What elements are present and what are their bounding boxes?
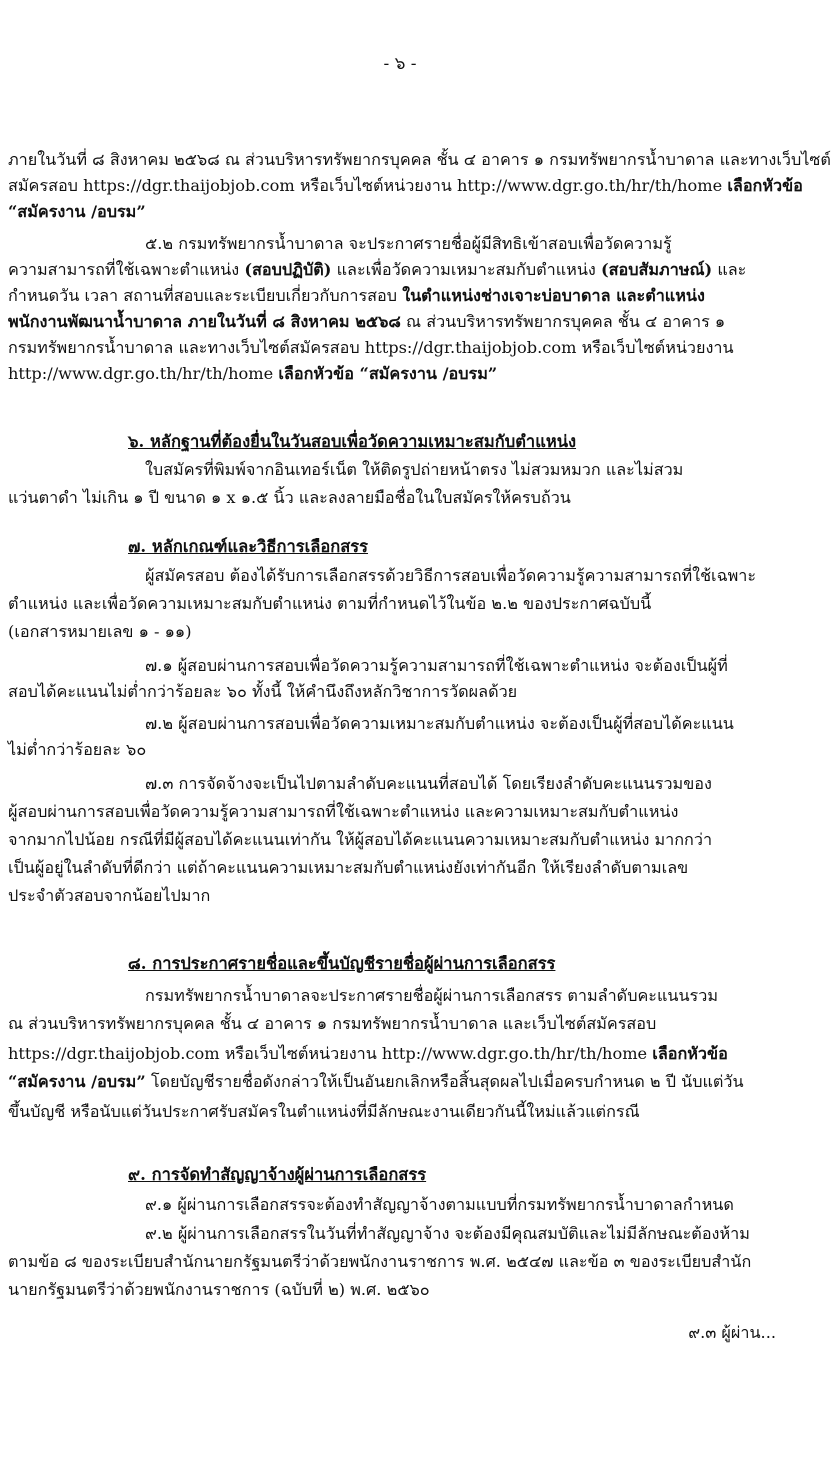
paragraph-line [8,486,794,510]
paragraph-line [8,310,794,334]
paragraph-line [8,828,794,852]
paragraph-line [8,856,794,880]
text-run: และเพื่อวัดความเหมาะสมกับตำแหน่ง [331,260,601,279]
paragraph-line [8,738,794,762]
paragraph-line [8,148,831,172]
paragraph-line [145,1193,794,1217]
heading-text: ๗. หลักเกณฑ์และวิธีการเลือกสรร [128,537,369,556]
text-run: ผู้สอบผ่านการสอบเพื่อวัดความรู้ความสามารถที่ใช้เฉพาะตำแหน่ง และความเหมาะสมกับตำแหน่ง [8,802,679,821]
paragraph-line [8,284,794,308]
text-run: เป็นผู้อยู่ในลำดับที่ดีกว่า แต่ถ้าคะแนนความเหมาะสมกับตำแหน่งยังเท่ากันอีก ให้เรียงลำดับตามเลข [8,858,689,877]
text-run: ๗.๑ ผู้สอบผ่านการสอบเพื่อวัดความรู้ความสามารถที่ใช้เฉพาะตำแหน่ง จะต้องเป็นผู้ที่ [145,656,728,675]
paragraph-line [8,680,794,704]
paragraph-line [8,1012,794,1036]
paragraph-line [8,174,803,198]
text-run: ๕.๒ กรมทรัพยากรน้ำบาดาล จะประกาศรายชื่อผู้มีสิทธิเข้าสอบเพื่อวัดความรู้ [145,234,672,253]
bold-text-run: “สมัครงาน /อบรม” [8,1072,146,1091]
paragraph-line [145,232,794,256]
bold-text-run: (สอบสัมภาษณ์) [600,260,713,279]
text-run: สมัครสอบ https://dgr.thaijobjob.com หรือเว็บไซต์หน่วยงาน http://www.dgr.go.th/hr/th/home [8,176,728,195]
paragraph-line [8,592,794,616]
paragraph-line [8,800,794,824]
paragraph-line [8,884,794,908]
paragraph-line [145,772,794,796]
section-heading-9 [128,1163,426,1187]
bold-text-run: เลือกหัวข้อ [727,176,803,195]
bold-text-run: “สมัครงาน /อบรม” [8,202,146,221]
page-number: - ๖ - [383,54,417,74]
text-run: (เอกสารหมายเลข ๑ - ๑๑) [8,622,192,641]
text-run: กรมทรัพยากรน้ำบาดาลจะประกาศรายชื่อผู้ผ่านการเลือกสรร ตามลำดับคะแนนรวม [145,986,719,1005]
paragraph-line [8,1250,794,1274]
text-run: นายกรัฐมนตรีว่าด้วยพนักงานราชการ (ฉบับที่ ๒) พ.ศ. ๒๕๖๐ [8,1280,430,1299]
text-run: จากมากไปน้อย กรณีที่มีผู้สอบได้คะแนนเท่ากัน ให้ผู้สอบได้คะแนนความเหมาะสมกับตำแหน่ง มากกว่า [8,830,713,849]
paragraph-line [145,984,794,1008]
text-run: ความสามารถที่ใช้เฉพาะตำแหน่ง [8,260,245,279]
section-heading-8 [128,952,555,976]
text-run: https://dgr.thaijobjob.com หรือเว็บไซต์หน่วยงาน http://www.dgr.go.th/hr/th/home [8,1044,653,1063]
text-run: ไม่ต่ำกว่าร้อยละ ๖๐ [8,740,147,759]
text-run: http://www.dgr.go.th/hr/th/home [8,364,279,383]
paragraph-line [8,336,794,360]
continuation-marker: ๙.๓ ผู้ผ่าน... [688,1323,776,1342]
text-run: ๙.๒ ผู้ผ่านการเลือกสรรในวันที่ทำสัญญาจ้าง จะต้องมีคุณสมบัติและไม่มีลักษณะต้องห้าม [145,1224,750,1243]
bold-text-run: เลือกหัวข้อ “สมัครงาน /อบรม” [278,364,498,383]
text-run: สอบได้คะแนนไม่ต่ำกว่าร้อยละ ๖๐ ทั้งนี้ ให้คำนึงถึงหลักวิชาการวัดผลด้วย [8,682,518,701]
section-heading-7 [128,535,368,559]
text-run: ณ ส่วนบริหารทรัพยากรบุคคล ชั้น ๔ อาคาร ๑ [400,312,726,331]
text-run: ภายในวันที่ ๘ สิงหาคม ๒๕๖๘ ณ ส่วนบริหารทรัพยากรบุคคล ชั้น ๔ อาคาร ๑ กรมทรัพยากรน้ำบาดาล และทางเว็บไซต์ [8,150,831,169]
bold-text-run: (สอบปฏิบัติ) [244,260,332,279]
text-run: ๙.๑ ผู้ผ่านการเลือกสรรจะต้องทำสัญญาจ้างตามแบบที่กรมทรัพยากรน้ำบาดาลกำหนด [145,1195,734,1214]
heading-text: ๙. การจัดทำสัญญาจ้างผู้ผ่านการเลือกสรร [128,1165,427,1184]
text-run: แว่นตาดำ ไม่เกิน ๑ ปี ขนาด ๑ x ๑.๕ นิ้ว และลงลายมือชื่อในใบสมัครให้ครบถ้วน [8,488,571,507]
text-run: ใบสมัครที่พิมพ์จากอินเทอร์เน็ต ให้ติดรูปถ่ายหน้าตรง ไม่สวมหมวก และไม่สวม [145,460,684,479]
heading-text: ๖. หลักฐานที่ต้องยื่นในวันสอบเพื่อวัดความเหมาะสมกับตำแหน่ง [128,432,577,451]
text-run: ประจำตัวสอบจากน้อยไปมาก [8,886,211,905]
text-run: กรมทรัพยากรน้ำบาดาล และทางเว็บไซต์สมัครสอบ https://dgr.thaijobjob.com หรือเว็บไซต์หน่วยงาน [8,338,734,357]
paragraph-line [8,362,794,386]
paragraph-line [8,620,794,644]
text-run: และ [712,260,747,279]
paragraph-line [145,712,794,736]
bold-text-run: พนักงานพัฒนาน้ำบาดาล ภายในวันที่ ๘ สิงหาคม ๒๕๖๘ [8,312,401,331]
text-run: โดยบัญชีรายชื่อดังกล่าวให้เป็นอันยกเลิกหรือสิ้นสุดผลไปเมื่อครบกำหนด ๒ ปี นับแต่วัน [145,1072,744,1091]
text-run: ณ ส่วนบริหารทรัพยากรบุคคล ชั้น ๔ อาคาร ๑ กรมทรัพยากรน้ำบาดาล และเว็บไซต์สมัครสอบ [8,1014,657,1033]
paragraph-line [145,564,794,588]
text-run: กำหนดวัน เวลา สถานที่สอบและระเบียบเกี่ยวกับการสอบ [8,286,403,305]
text-run: ตำแหน่ง และเพื่อวัดความเหมาะสมกับตำแหน่ง ตามที่กำหนดไว้ในข้อ ๒.๒ ของประกาศฉบับนี้ [8,594,652,613]
heading-text: ๘. การประกาศรายชื่อและขึ้นบัญชีรายชื่อผู้ผ่านการเลือกสรร [128,954,556,973]
text-run: ๗.๓ การจัดจ้างจะเป็นไปตามลำดับคะแนนที่สอบได้ โดยเรียงลำดับคะแนนรวมของ [145,774,712,793]
text-run: ตามข้อ ๘ ของระเบียบสำนักนายกรัฐมนตรีว่าด้วยพนักงานราชการ พ.ศ. ๒๕๔๗ และข้อ ๓ ของระเบียบสำนัก [8,1252,752,1271]
bold-text-run: ในตำแหน่งช่างเจาะบ่อบาดาล และตำแหน่ง [402,286,705,305]
paragraph-line [8,1070,794,1094]
paragraph-line [8,258,794,282]
paragraph-line [8,1042,794,1066]
paragraph-line [8,1278,794,1302]
bold-text-run: เลือกหัวข้อ [652,1044,728,1063]
paragraph-line [145,654,794,678]
text-run: ขึ้นบัญชี หรือนับแต่วันประกาศรับสมัครในตำแหน่งที่มีลักษณะงานเดียวกันนี้ใหม่แล้วแต่กรณี [8,1102,640,1121]
paragraph-line [8,1100,794,1124]
paragraph-line [145,1222,794,1246]
section-heading-6 [128,430,576,454]
text-run: ผู้สมัครสอบ ต้องได้รับการเลือกสรรด้วยวิธีการสอบเพื่อวัดความรู้ความสามารถที่ใช้เฉพาะ [145,566,757,585]
paragraph-line [8,200,794,224]
text-run: ๗.๒ ผู้สอบผ่านการสอบเพื่อวัดความเหมาะสมกับตำแหน่ง จะต้องเป็นผู้ที่สอบได้คะแนน [145,714,734,733]
paragraph-line [145,458,794,482]
